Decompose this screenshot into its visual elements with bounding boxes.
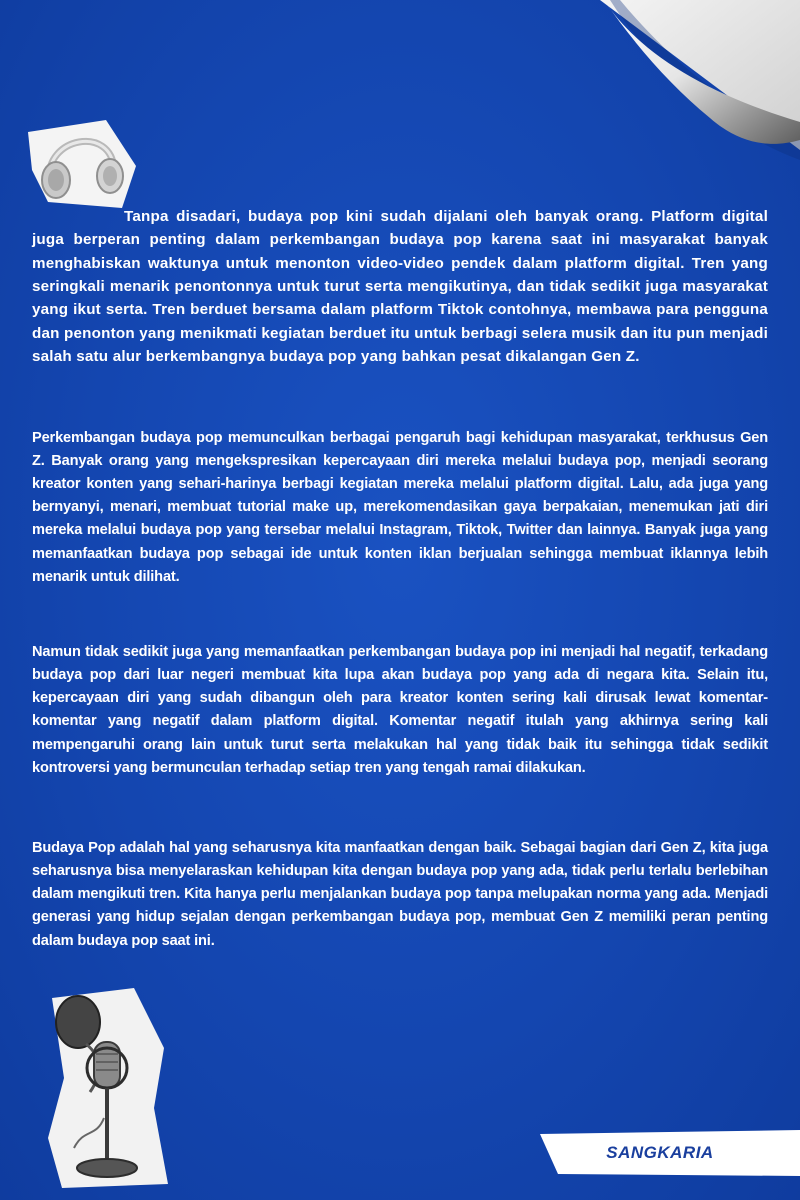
paragraph-influence: Perkembangan budaya pop memunculkan berbagai pengaruh bagi kehidupan masyarakat, terkhusus Gen Z. Banyak orang yang mengekspresikan kepercayaan diri mereka melalui budaya pop, menjadi seorang kreator konten yang sehari-harinya berbagi kegiatan mereka melalui platform digital. Lalu, ada juga yang bernyanyi, menari, membuat tutorial make up, merekomendasikan gaya berpakaian, menemukan jati diri mereka melalui budaya pop yang tersebar melalui Instagram, Tiktok, Twitter dan lainnya. Banyak juga yang memanfaatkan budaya pop sebagai ide untuk konten iklan berjualan sehingga membuat iklannya lebih menarik untuk dilihat.: [32, 429, 768, 585]
headphones-icon: [26, 118, 138, 210]
microphone-icon: [44, 988, 170, 1188]
paragraph-intro: Tanpa disadari, budaya pop kini sudah dijalani oleh banyak orang. Platform digital juga berperan penting dalam perkembangan budaya pop karena saat ini masyarakat banyak menghabiskan waktunya untuk menonton video-video pendek dalam platform digital. Tren yang seringkali menarik penontonnya untuk turut serta mengikutinya, dan tidak sedikit juga masyarakat yang ikut serta. Tren berduet bersama dalam platform Tiktok contohnya, membawa para pengguna dan penonton yang menikmati kegiatan berduet itu untuk berbagi selera musik dan itu pun menjadi salah satu alur berkembangnya budaya pop yang bahkan pesat dikalangan Gen Z.: [32, 208, 768, 365]
page-curl-decoration: [560, 0, 800, 240]
paragraph-negative: Namun tidak sedikit juga yang memanfaatkan perkembangan budaya pop ini menjadi hal negatif, terkadang budaya pop dari luar negeri membuat kita lupa akan budaya pop yang ada di negara kita. Selain itu, kepercayaan diri yang sudah dibangun oleh para kreator konten sering kali dirusak lewat komentar-komentar yang negatif dalam platform digital. Komentar negatif itulah yang akhirnya sering kali mempengaruhi orang lain untuk turut serta melakukan hal yang tidak baik itu sehingga tidak sedikit kontroversi yang bermunculan terhadap setiap tren yang tengah ramai dilakukan.: [32, 643, 768, 777]
brand-label: SANGKARIA: [606, 1143, 714, 1162]
paragraph-conclusion: Budaya Pop adalah hal yang seharusnya kita manfaatkan dengan baik. Sebagai bagian dari Gen Z, kita juga seharusnya bisa menyelaraskan kehidupan kita dengan budaya pop yang ada, tidak perlu terlalu berlebihan dalam mengikuti tren. Kita hanya perlu menjalankan budaya pop tanpa melupakan norma yang ada. Menjadi generasi yang hidup sejalan dengan perkembangan budaya pop, membuat Gen Z memiliki peran penting dalam budaya pop saat ini.: [32, 839, 768, 949]
